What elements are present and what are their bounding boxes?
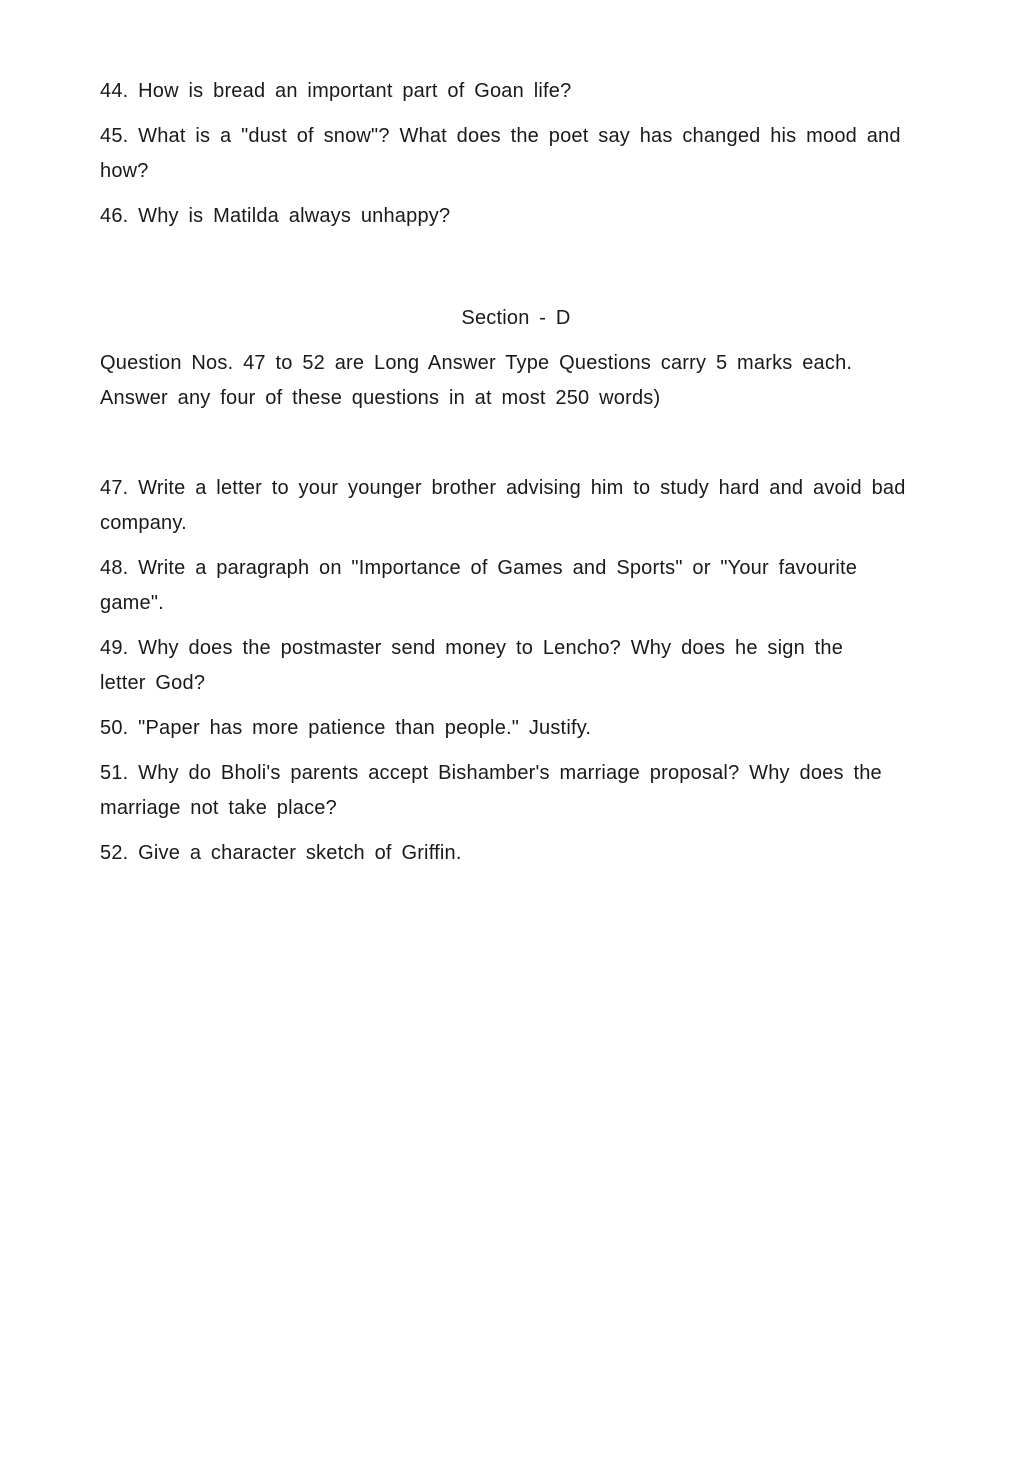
question-45: 45. What is a "dust of snow"? What does the poet say has changed his mood and how?	[100, 125, 901, 182]
question-44: 44. How is bread an important part of Goan life?	[100, 80, 572, 102]
question-52: 52. Give a character sketch of Griffin.	[100, 842, 462, 864]
section-d-instructions: Question Nos. 47 to 52 are Long Answer Type Questions carry 5 marks each. Answer any four of these questions in at most 250 words)	[100, 352, 853, 409]
question-50: 50. "Paper has more patience than people." Justify.	[100, 717, 592, 739]
document-page	[100, 74, 930, 881]
question-48: 48. Write a paragraph on "Importance of Games and Sports" or "Your favourite game".	[100, 557, 858, 614]
question-46: 46. Why is Matilda always unhappy?	[100, 205, 451, 227]
question-51: 51. Why do Bholi's parents accept Bishamber's marriage proposal? Why does the marriage not take place?	[100, 762, 882, 819]
question-47: 47. Write a letter to your younger brother advising him to study hard and avoid bad company.	[100, 477, 906, 534]
question-49: 49. Why does the postmaster send money to Lencho? Why does he sign the letter God?	[100, 637, 844, 694]
section-d-title: Section - D	[461, 307, 571, 329]
